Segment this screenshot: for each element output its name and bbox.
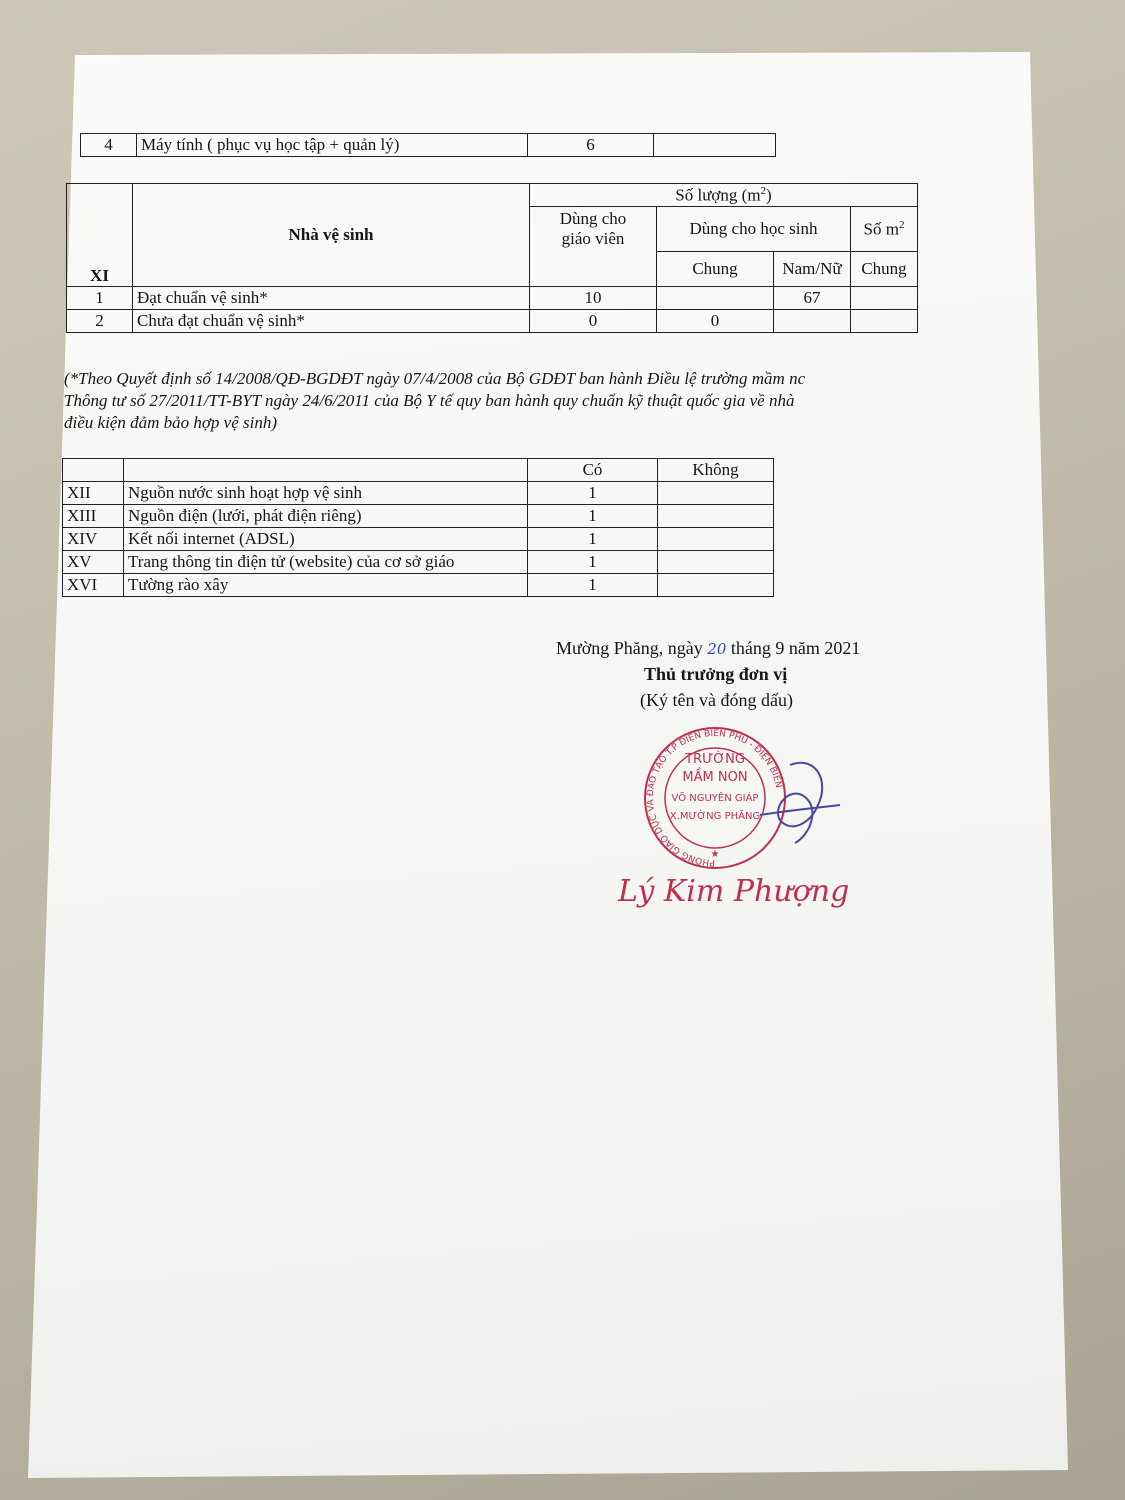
sign-instruction: (Ký tên và đóng dấu) [640,690,793,710]
row-no [658,528,774,551]
signer-title: Thủ trưởng đơn vị [644,664,788,684]
teacher-header-line1: Dùng cho [559,209,627,228]
row-label: Nguồn điện (lưới, phát điện riêng) [124,505,528,528]
toilet-title: Nhà vệ sinh [133,184,530,287]
row-number: XIII [63,505,124,528]
row-namnu: 67 [774,287,851,310]
table-row [67,287,918,310]
row-chung: 0 [657,310,774,333]
row-yes: 1 [528,574,658,597]
row-label: Chưa đạt chuẩn vệ sinh* [133,310,530,333]
sqm-header-sup: 2 [898,218,905,231]
place-date-prefix: Mường Phăng, ngày [556,638,703,658]
table-row [63,482,774,505]
subheader-chung: Chung [657,252,774,287]
equipment-table [80,133,776,157]
row-number: 2 [67,310,133,333]
place-date [556,638,860,659]
row-number: XII [63,482,124,505]
row-namnu [774,310,851,333]
header-blank [63,459,124,482]
row-yes: 1 [528,505,658,528]
header-blank [124,459,528,482]
toilet-table [66,183,918,333]
header-no: Không [658,459,774,482]
row-teacher: 0 [530,310,657,333]
row-yes: 1 [528,551,658,574]
quantity-header-end: ) [766,185,772,205]
row-no [658,505,774,528]
row-number: XIV [63,528,124,551]
row-no [658,574,774,597]
section-number: XI [67,184,133,287]
sqm-header-text: Số m [863,219,899,239]
official-stamp [640,725,855,875]
row-label: Nguồn nước sinh hoạt hợp vệ sinh [124,482,528,505]
row-label: Trang thông tin điện tử (website) của cơ sở giáo [124,551,528,574]
row-label: Đạt chuẩn vệ sinh* [133,287,530,310]
table-row [63,574,774,597]
row-no [658,551,774,574]
header-yes: Có [528,459,658,482]
table-row [63,505,774,528]
row-number: 4 [81,134,137,157]
row-teacher: 10 [530,287,657,310]
note-line: Thông tư số 27/2011/TT-BYT ngày 24/6/2011 của Bộ Y tế quy ban hành quy chuẩn kỹ thuật quốc gia về nhà [64,391,795,410]
note-line: điều kiện đảm bảo hợp vệ sinh) [64,413,278,432]
subheader-chung-sqm: Chung [851,252,918,287]
row-yes: 1 [528,482,658,505]
star-icon: ★ [710,849,720,860]
table-header-row [67,184,918,207]
student-header: Dùng cho học sinh [657,207,851,252]
row-quantity: 6 [528,134,654,157]
row-no [658,482,774,505]
regulation-note [64,368,924,434]
signer-name: Lý Kim Phượng [618,874,850,909]
row-yes: 1 [528,528,658,551]
facilities-table [62,458,774,597]
quantity-header-sup: 2 [760,184,767,197]
table-row [63,551,774,574]
row-label: Kết nối internet (ADSL) [124,528,528,551]
subheader-namnu: Nam/Nữ [774,252,851,287]
place-date-suffix: tháng 9 năm 2021 [730,638,861,658]
row-label: Tường rào xây [124,574,528,597]
quantity-header-text: Số lượng (m [675,185,761,205]
stamp-line: MẦM NON [682,770,748,785]
row-number: 1 [67,287,133,310]
teacher-header [530,207,657,287]
row-number: XVI [63,574,124,597]
table-row [67,310,918,333]
stamp-line: TRƯỜNG [685,752,745,767]
row-chung-sqm [851,310,918,333]
table-header-row [63,459,774,482]
row-number: XV [63,551,124,574]
sqm-header [851,207,918,252]
row-extra [654,134,776,157]
quantity-header [530,184,918,207]
row-chung-sqm [851,287,918,310]
row-label: Máy tính ( phục vụ học tập + quản lý) [137,134,528,157]
row-chung [657,287,774,310]
teacher-header-line2: giáo viên [561,229,625,248]
stamp-line: X.MƯỜNG PHĂNG [669,811,761,822]
stamp-line: VÕ NGUYÊN GIÁP [671,793,759,804]
stamp-ring-text: PHÒNG GIÁO DỤC VÀ ĐÀO TẠO T.P ĐIỆN BIÊN PHỦ - ĐIỆN BIÊN [645,728,784,868]
table-row [81,134,776,157]
note-line: (*Theo Quyết định số 14/2008/QĐ-BGDĐT ngày 07/4/2008 của Bộ GDĐT ban hành Điều lệ trường mầm nc [64,369,806,388]
date-day: 20 [707,640,727,658]
table-row [63,528,774,551]
